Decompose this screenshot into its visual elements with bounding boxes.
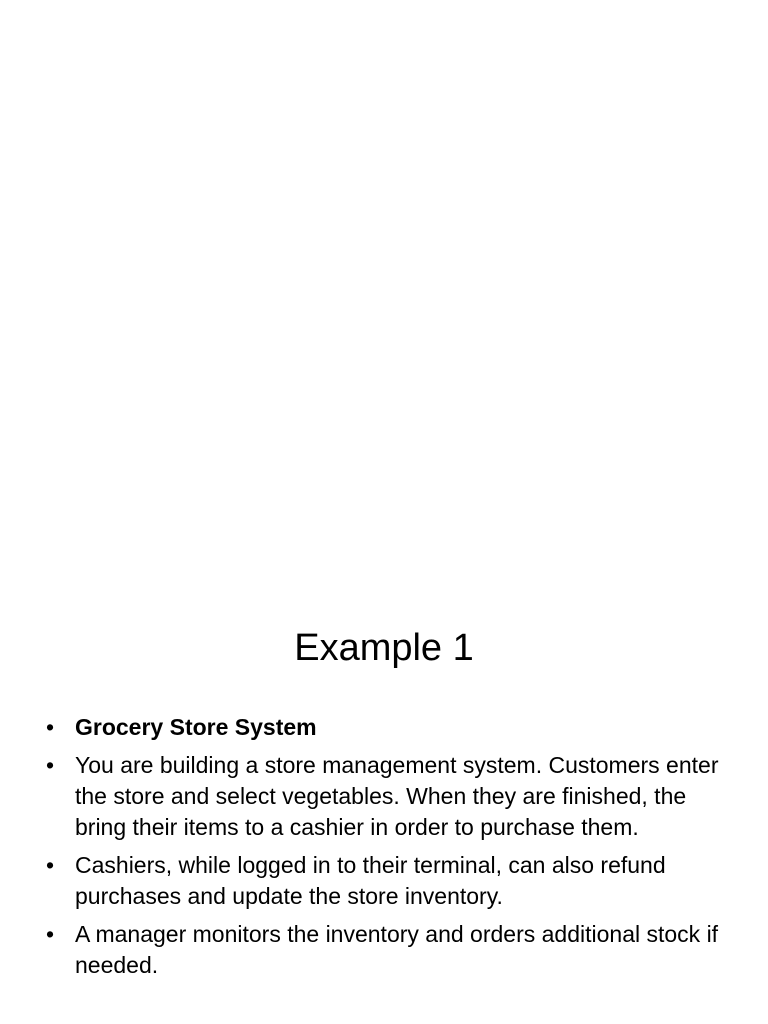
slide-title: Example 1 <box>294 627 474 669</box>
bullet-item-cashiers <box>40 850 730 912</box>
bullet-item-store-management <box>40 750 730 843</box>
bullet-text: A manager monitors the inventory and orders additional stock if needed. <box>75 921 719 978</box>
bullet-icon: • <box>45 852 55 878</box>
bullet-icon: • <box>45 752 55 778</box>
bullet-text: You are building a store management system. Customers enter the store and select vegetables. When they are finished, the bring their items to a cashier in order to purchase them. <box>75 752 719 840</box>
bullet-icon: • <box>45 921 55 947</box>
bullet-text: Cashiers, while logged in to their terminal, can also refund purchases and update the store inventory. <box>75 852 666 909</box>
bullet-list <box>40 712 730 988</box>
bullet-item-manager <box>40 919 730 981</box>
bullet-icon: • <box>45 714 55 740</box>
bullet-item-grocery-store-system <box>40 712 730 743</box>
bullet-text: Grocery Store System <box>75 714 317 740</box>
